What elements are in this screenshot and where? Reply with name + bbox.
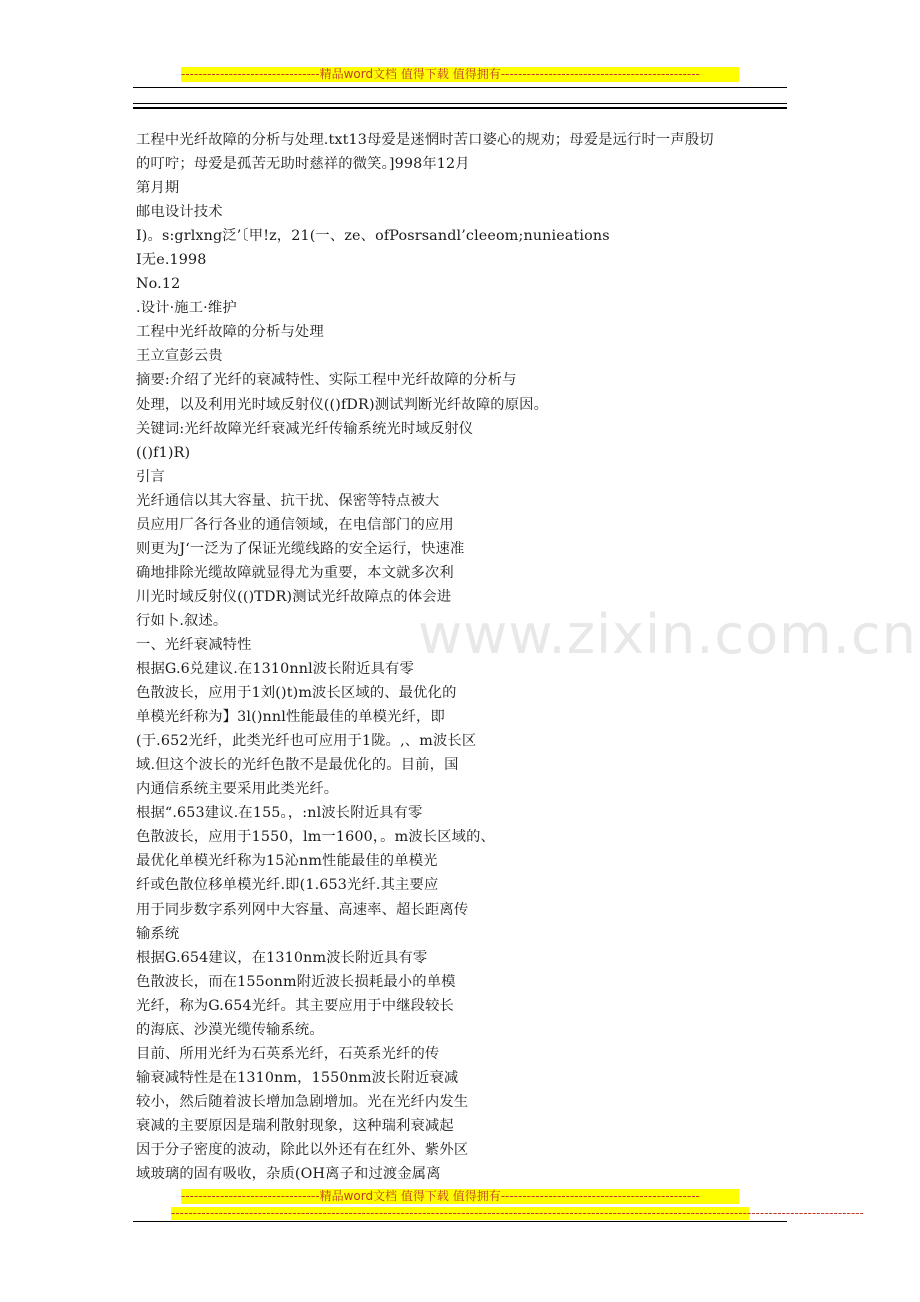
text-line: I无e.1998	[136, 252, 207, 269]
footer-dash-line: ----------------------------------------------------------------------------------------------------------------------------------------------------------------	[171, 1206, 864, 1220]
text-line: 色散波长，应用于1刘()t)m波长区域的、最优化的	[136, 685, 457, 702]
text-line: 处理，以及利用光时域反射仪(()fDR)测试判断光纤故障的原因。	[136, 396, 549, 413]
text-line: 川光时域反射仪(()TDR)测试光纤故障点的体会进	[136, 588, 452, 605]
text-line: 内通信系统主要采用此类光纤。	[136, 781, 339, 798]
text-line: 输衰减特性是在1310nm，1550nm波长附近衰减	[136, 1069, 459, 1086]
header-double-rule-bottom	[133, 107, 787, 109]
header-double-rule-top	[133, 103, 787, 104]
footer-banner: --------------------------------精品word文档 值得下载 值得拥有----------------------------------------------	[181, 1189, 739, 1204]
text-line: 纤或色散位移单模光纤.即(1.653光纤.其主要应	[136, 877, 439, 894]
text-line: 衰减的主要原因是瑞利散射现象，这种瑞利衰减起	[136, 1117, 454, 1134]
text-line: 根据G.654建议，在1310nm波长附近具有零	[136, 949, 428, 966]
text-line: 用于同步数字系列网中大容量、高速率、超长距离传	[136, 901, 469, 918]
text-line: 的叮咛；母爱是孤苦无助时慈祥的微笑。]998年12月	[136, 156, 470, 173]
header-banner: --------------------------------精品word文档 值得下载 值得拥有----------------------------------------------	[181, 67, 739, 82]
text-line: 工程中光纤故障的分析与处理	[136, 324, 324, 341]
text-line: 输系统	[136, 925, 180, 942]
text-line: .设计·施工·维护	[136, 300, 237, 317]
header-rule	[133, 87, 787, 88]
text-line: 的海底、沙漠光缆传输系统。	[136, 1021, 324, 1038]
text-line: 第月期	[136, 180, 180, 197]
text-line: 引言	[136, 468, 165, 485]
text-line: 确地排除光缆故障就显得尤为重要，本文就多次利	[136, 564, 454, 581]
text-line: 较小，然后随着波长增加急剧增加。光在光纤内发生	[136, 1093, 469, 1110]
text-line: 因于分子密度的波动，除此以外还有在红外、紫外区	[136, 1141, 469, 1158]
text-line: 王立宣彭云贵	[136, 348, 223, 365]
text-line: 根据“.653建议.在155。，:nl波长附近具有零	[136, 805, 423, 822]
text-line: 色散波长，而在155onm附近波长损耗最小的单模	[136, 973, 456, 990]
text-line: 域玻璃的固有吸收，杂质(OH离子和过渡金属离	[136, 1166, 441, 1183]
text-line: 根据G.6兑建议.在1310nnl波长附近具有零	[136, 661, 414, 678]
text-line: 单模光纤称为】3l()nnl性能最佳的单模光纤，即	[136, 709, 445, 726]
text-line: 光纤通信以其大容量、抗干扰、保密等特点被大	[136, 492, 440, 509]
text-line: (于.652光纤，此类光纤也可应用于1陇。,、m波长区	[136, 733, 477, 750]
text-line: 邮电设计技术	[136, 204, 223, 221]
text-line: 域.但这个波长的光纤色散不是最优化的。目前，国	[136, 757, 459, 774]
text-line: 色散波长，应用于1550，lm一1600，。m波长区域的、	[136, 829, 495, 846]
text-line: 则更为J‘一泛为了保证光缆线路的安全运行，快速准	[136, 540, 465, 557]
text-line: 一、光纤衰减特性	[136, 636, 252, 653]
watermark: www.zixin.com.cn	[418, 603, 917, 666]
footer-rule	[133, 1221, 787, 1222]
text-line: No.12	[136, 276, 181, 293]
text-line: 关键词:光纤故障光纤衰减光纤传输系统光时域反射仪	[136, 420, 474, 437]
text-line: 员应用厂各行各业的通信领域，在电信部门的应用	[136, 516, 454, 533]
text-line: I)。s:grlxng泛’〔甲!z，21(一、ze、ofPosrsandl’cleeom;nunieations	[136, 228, 610, 245]
text-line: 行如卜.叙述。	[136, 612, 228, 629]
text-line: (()f1)R)	[136, 444, 191, 461]
text-line: 工程中光纤故障的分析与处理.txt13母爱是迷惘时苦口婆心的规劝；母爱是远行时一声殷切	[136, 132, 714, 148]
text-line: 摘要:介绍了光纤的衰减特性、实际工程中光纤故障的分析与	[136, 372, 517, 389]
text-line: 光纤，称为G.654光纤。其主要应用于中继段较长	[136, 997, 454, 1014]
document-body	[136, 128, 788, 1186]
text-line: 最优化单模光纤称为15沁nm性能最佳的单模光	[136, 853, 438, 870]
text-line: 目前、所用光纤为石英系光纤，石英系光纤的传	[136, 1045, 440, 1062]
